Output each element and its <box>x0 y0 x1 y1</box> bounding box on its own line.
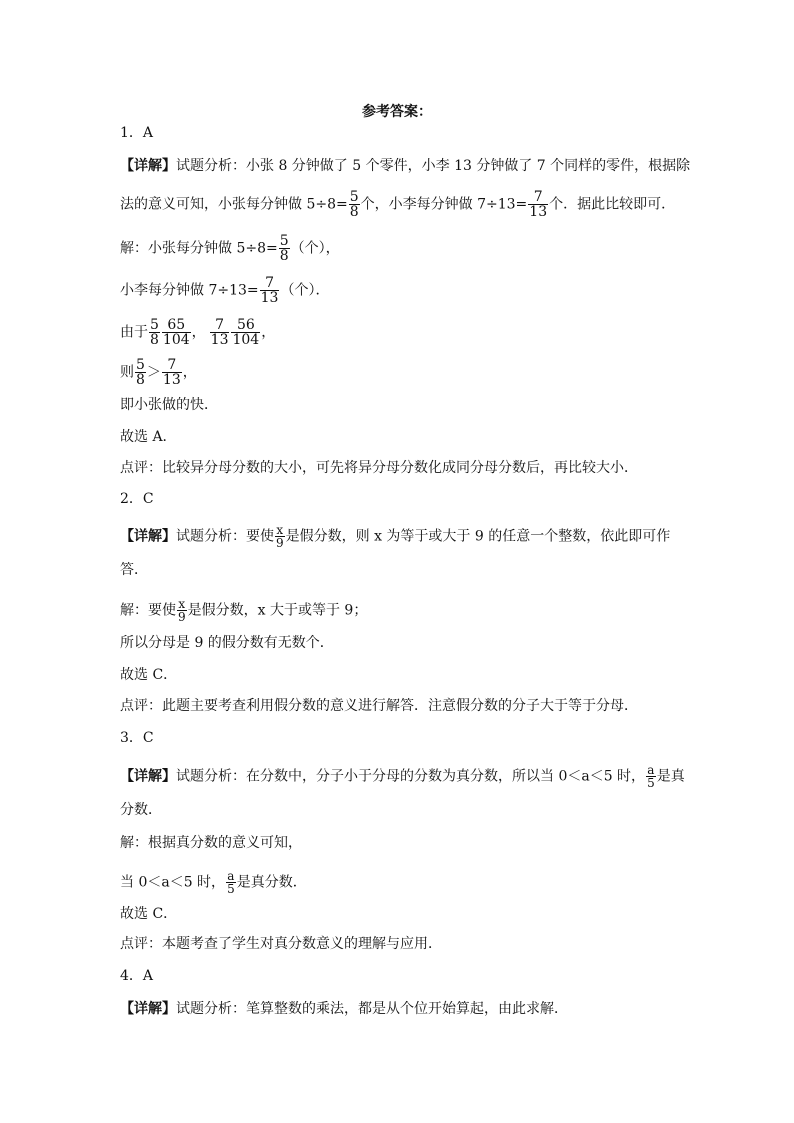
q3-solution-text-2b: 是真分数． <box>236 874 307 891</box>
q1-solution-line-2 <box>120 276 329 305</box>
q1-comma: ， <box>182 364 197 381</box>
fraction-numerator: a <box>227 869 235 883</box>
fraction-denominator: 5 <box>227 882 235 896</box>
q1-solution-text-1b: （个）， <box>290 240 340 257</box>
q1-detail-text-2a: 法的意义可知，小张每分钟做 5÷8= <box>120 196 348 213</box>
q1-fraction-65-104 <box>162 318 191 347</box>
q4-detail-text-1: 试题分析：笔算整数的乘法，都是从个位开始算起，由此求解． <box>176 1001 568 1017</box>
fraction-denominator: 13 <box>210 332 229 348</box>
q3-fraction-a-5 <box>646 764 656 789</box>
q1-detail-line-1 <box>120 157 690 175</box>
q1-fraction-7-13 <box>162 358 182 387</box>
q3-detail-text-1a: 试题分析：在分数中，分子小于分母的分数为真分数，所以当 0＜a＜5 时， <box>176 768 646 785</box>
fraction-denominator: 13 <box>162 372 181 388</box>
q3-detail-text-1b: 是真 <box>656 768 685 785</box>
q1-comma: ， <box>261 324 276 341</box>
q3-number: 3．C <box>120 730 154 746</box>
q3-choose: 故选 C． <box>120 906 178 922</box>
q1-detail-text-2c: 个．据此比较即可． <box>549 196 676 213</box>
q2-detail-text-1a: 试题分析：要使 <box>176 528 274 545</box>
fraction-denominator: 104 <box>232 332 260 348</box>
q1-solution-line-5: 即小张做的快． <box>120 397 218 413</box>
q3-comment: 点评：本题考查了学生对真分数意义的理解与应用． <box>120 936 442 952</box>
q1-solution-text-3a: 由于 <box>120 324 148 341</box>
q1-solution-text-2b: （个）． <box>280 282 330 299</box>
q1-comment: 点评：比较异分母分数的大小，可先将异分母分数化成同分母分数后，再比较大小． <box>120 460 638 476</box>
q3-solution-text-2a: 当 0＜a＜5 时， <box>120 874 226 891</box>
q1-number: 1．A <box>120 125 154 141</box>
page-title: 参考答案： <box>362 104 432 120</box>
q1-solution-line-3 <box>120 318 275 347</box>
q1-solution-text-2a: 小李每分钟做 7÷13= <box>120 282 259 299</box>
fraction-numerator: 7 <box>533 189 543 205</box>
q2-comment: 点评：此题主要考查利用假分数的意义进行解答．注意假分数的分子大于等于分母． <box>120 698 638 714</box>
q2-solution-text-1b: 是假分数，x 大于或等于 9； <box>187 602 368 619</box>
q4-detail-line-1 <box>120 1000 568 1018</box>
fraction-numerator: x <box>276 523 284 537</box>
q3-solution-line-2 <box>120 870 307 895</box>
q1-fraction-7-13 <box>528 190 548 219</box>
q1-greater-than: ＞ <box>146 364 161 381</box>
q1-detail-line-2 <box>120 190 675 219</box>
fraction-denominator: 9 <box>178 610 186 624</box>
fraction-numerator: 7 <box>167 357 177 373</box>
q1-solution-text-4a: 则 <box>120 364 134 381</box>
fraction-numerator: 65 <box>167 317 186 333</box>
fraction-numerator: 5 <box>136 357 145 373</box>
q3-detail-line-2: 分数． <box>120 802 162 818</box>
q2-solution-text-1a: 解：要使 <box>120 602 176 619</box>
q2-choose: 故选 C． <box>120 667 178 683</box>
fraction-denominator: 8 <box>279 248 289 264</box>
fraction-denominator: 5 <box>647 776 655 790</box>
q3-detail-line-1 <box>120 764 685 789</box>
q2-detail-line-2: 答． <box>120 562 148 578</box>
fraction-denominator: 8 <box>150 332 159 348</box>
fraction-denominator: 8 <box>136 372 145 388</box>
q1-fraction-5-8 <box>349 190 360 219</box>
q2-detail-line-1 <box>120 524 670 549</box>
q1-detail-text-2b: 个，小李每分钟做 7÷13= <box>360 196 528 213</box>
fraction-denominator: 8 <box>349 204 359 220</box>
fraction-numerator: 7 <box>265 275 275 291</box>
q1-solution-line-1 <box>120 234 340 263</box>
fraction-denominator: 13 <box>529 204 548 220</box>
fraction-denominator: 104 <box>162 332 190 348</box>
q3-detail-head: 【详解】 <box>120 768 176 785</box>
q1-solution-line-4 <box>120 358 197 387</box>
fraction-numerator: x <box>178 597 186 611</box>
q2-fraction-x-9 <box>177 598 187 623</box>
q2-solution-line-1 <box>120 598 367 623</box>
q1-fraction-56-104 <box>231 318 260 347</box>
q4-number: 4．A <box>120 968 154 984</box>
fraction-denominator: 13 <box>260 290 279 306</box>
q2-fraction-x-9 <box>275 524 285 549</box>
q1-fraction-5-8 <box>279 234 290 263</box>
fraction-denominator: 9 <box>276 536 284 550</box>
q2-number: 2．C <box>120 491 154 507</box>
fraction-numerator: a <box>647 763 655 777</box>
fraction-numerator: 5 <box>150 317 159 333</box>
fraction-numerator: 7 <box>215 317 225 333</box>
q1-detail-text-1: 试题分析：小张 8 分钟做了 5 个零件，小李 13 分钟做了 7 个同样的零件，根据除 <box>176 158 691 174</box>
q1-fraction-5-8 <box>135 358 146 387</box>
q1-fraction-7-13 <box>210 318 230 347</box>
q1-solution-text-1a: 解：小张每分钟做 5÷8= <box>120 240 278 257</box>
fraction-numerator: 56 <box>236 317 255 333</box>
q2-detail-text-1b: 是假分数，则 x 为等于或大于 9 的任意一个整数，依此即可作 <box>285 528 671 545</box>
q3-solution-line-1: 解：根据真分数的意义可知， <box>120 835 302 851</box>
q1-detail-head: 【详解】 <box>120 158 176 174</box>
q3-fraction-a-5 <box>226 870 236 895</box>
fraction-numerator: 5 <box>279 233 289 249</box>
q1-fraction-7-13 <box>260 276 280 305</box>
q1-fraction-5-8 <box>149 318 160 347</box>
q4-detail-head: 【详解】 <box>120 1001 176 1017</box>
q2-solution-line-2: 所以分母是 9 的假分数有无数个． <box>120 635 334 651</box>
q1-choose: 故选 A． <box>120 429 177 445</box>
q2-detail-head: 【详解】 <box>120 528 176 545</box>
q1-comma: ， <box>191 324 206 341</box>
fraction-numerator: 5 <box>349 189 359 205</box>
